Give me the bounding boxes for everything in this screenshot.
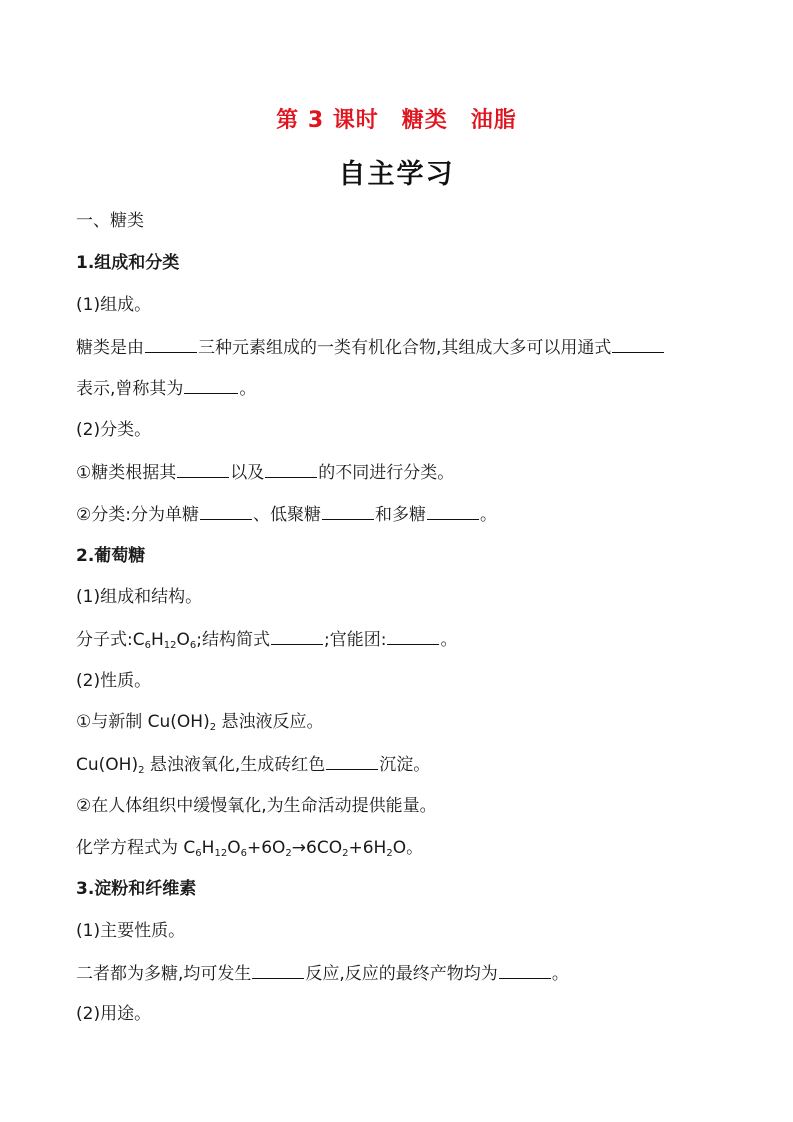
text: 三种元素组成的一类有机化合物,其组成大多可以用通式 (198, 338, 612, 358)
text: 。 (440, 630, 458, 650)
answer-blank[interactable] (145, 336, 197, 353)
heading-starch-cellulose: 3.淀粉和纤维素 (76, 879, 197, 899)
text: 的不同进行分类。 (318, 463, 455, 483)
paragraph-precipitate (76, 753, 430, 776)
subheading-uses: (2)用途。 (76, 1004, 152, 1024)
text: H (201, 838, 215, 858)
subheading-properties: (2)性质。 (76, 671, 152, 691)
text: ①糖类根据其 (76, 463, 177, 483)
text: 悬浊液反应。 (216, 712, 324, 732)
text: +6O (246, 838, 286, 858)
answer-blank[interactable] (322, 503, 374, 520)
text: 化学方程式为 C (76, 838, 196, 858)
answer-blank[interactable] (612, 336, 664, 353)
paragraph-classification-basis (76, 461, 454, 484)
subheading-composition: (1)组成。 (76, 295, 152, 315)
answer-blank[interactable] (265, 461, 317, 478)
subscript: 6 (144, 640, 151, 651)
text: 以及 (230, 463, 265, 483)
subscript: 6 (240, 848, 247, 859)
subscript: 12 (214, 848, 228, 859)
paragraph-classification-types (76, 503, 497, 526)
subheading-structure: (1)组成和结构。 (76, 587, 203, 607)
text: O (176, 630, 190, 650)
text: +6H (348, 838, 387, 858)
answer-blank[interactable] (177, 461, 229, 478)
text: 悬浊液氧化,生成砖红色 (144, 755, 326, 775)
paragraph-hydrolysis (76, 962, 569, 985)
text: H (150, 630, 164, 650)
text: →6CO (291, 838, 343, 858)
paragraph-reaction (76, 711, 324, 733)
subscript: 2 (209, 722, 217, 733)
answer-blank[interactable] (427, 503, 479, 520)
heading-glucose: 2.葡萄糖 (76, 546, 146, 566)
text: ②分类:分为单糖 (76, 505, 199, 525)
text: 。 (239, 379, 257, 399)
answer-blank[interactable] (252, 962, 304, 979)
text: 、低聚糖 (252, 505, 321, 525)
paragraph-composition (76, 336, 665, 359)
text: 二者都为多糖,均可发生 (76, 964, 252, 984)
text: 。 (479, 505, 497, 525)
heading-sugars: 一、糖类 (76, 211, 144, 231)
text: Cu(OH) (76, 755, 139, 775)
answer-blank[interactable] (271, 628, 323, 645)
text: 表示,曾称其为 (76, 379, 184, 399)
text: 反应,反应的最终产物均为 (305, 964, 498, 984)
subscript: 2 (138, 765, 145, 776)
paragraph-formula (76, 628, 457, 651)
subscript: 2 (386, 848, 393, 859)
subscript: 12 (163, 640, 177, 651)
answer-blank[interactable] (184, 377, 238, 394)
paragraph-composition-cont (76, 377, 256, 400)
subheading-classification: (2)分类。 (76, 420, 152, 440)
subscript: 6 (195, 848, 202, 859)
answer-blank[interactable] (326, 753, 378, 770)
text: O (227, 838, 241, 858)
lesson-title: 第 3 课时 糖类 油脂 (276, 108, 517, 133)
text: ①与新制 Cu(OH) (76, 712, 210, 732)
answer-blank[interactable] (200, 503, 252, 520)
text: ;结构简式 (196, 630, 271, 650)
answer-blank[interactable] (387, 628, 439, 645)
answer-blank[interactable] (499, 962, 551, 979)
text: 沉淀。 (379, 755, 431, 775)
subheading-main-properties: (1)主要性质。 (76, 921, 186, 941)
text: O。 (392, 838, 424, 858)
subscript: 2 (285, 848, 292, 859)
section-title: 自主学习 (338, 159, 455, 190)
paragraph-equation (76, 837, 423, 859)
text: 和多糖 (374, 505, 426, 525)
text: 分子式:C (76, 630, 145, 650)
paragraph-oxidation: ②在人体组织中缓慢氧化,为生命活动提供能量。 (76, 796, 437, 816)
text: 糖类是由 (76, 338, 144, 358)
text: 。 (551, 964, 569, 984)
heading-composition-classification: 1.组成和分类 (76, 253, 180, 273)
text: ;官能团: (324, 630, 387, 650)
subscript: 6 (189, 640, 197, 651)
subscript: 2 (342, 848, 349, 859)
